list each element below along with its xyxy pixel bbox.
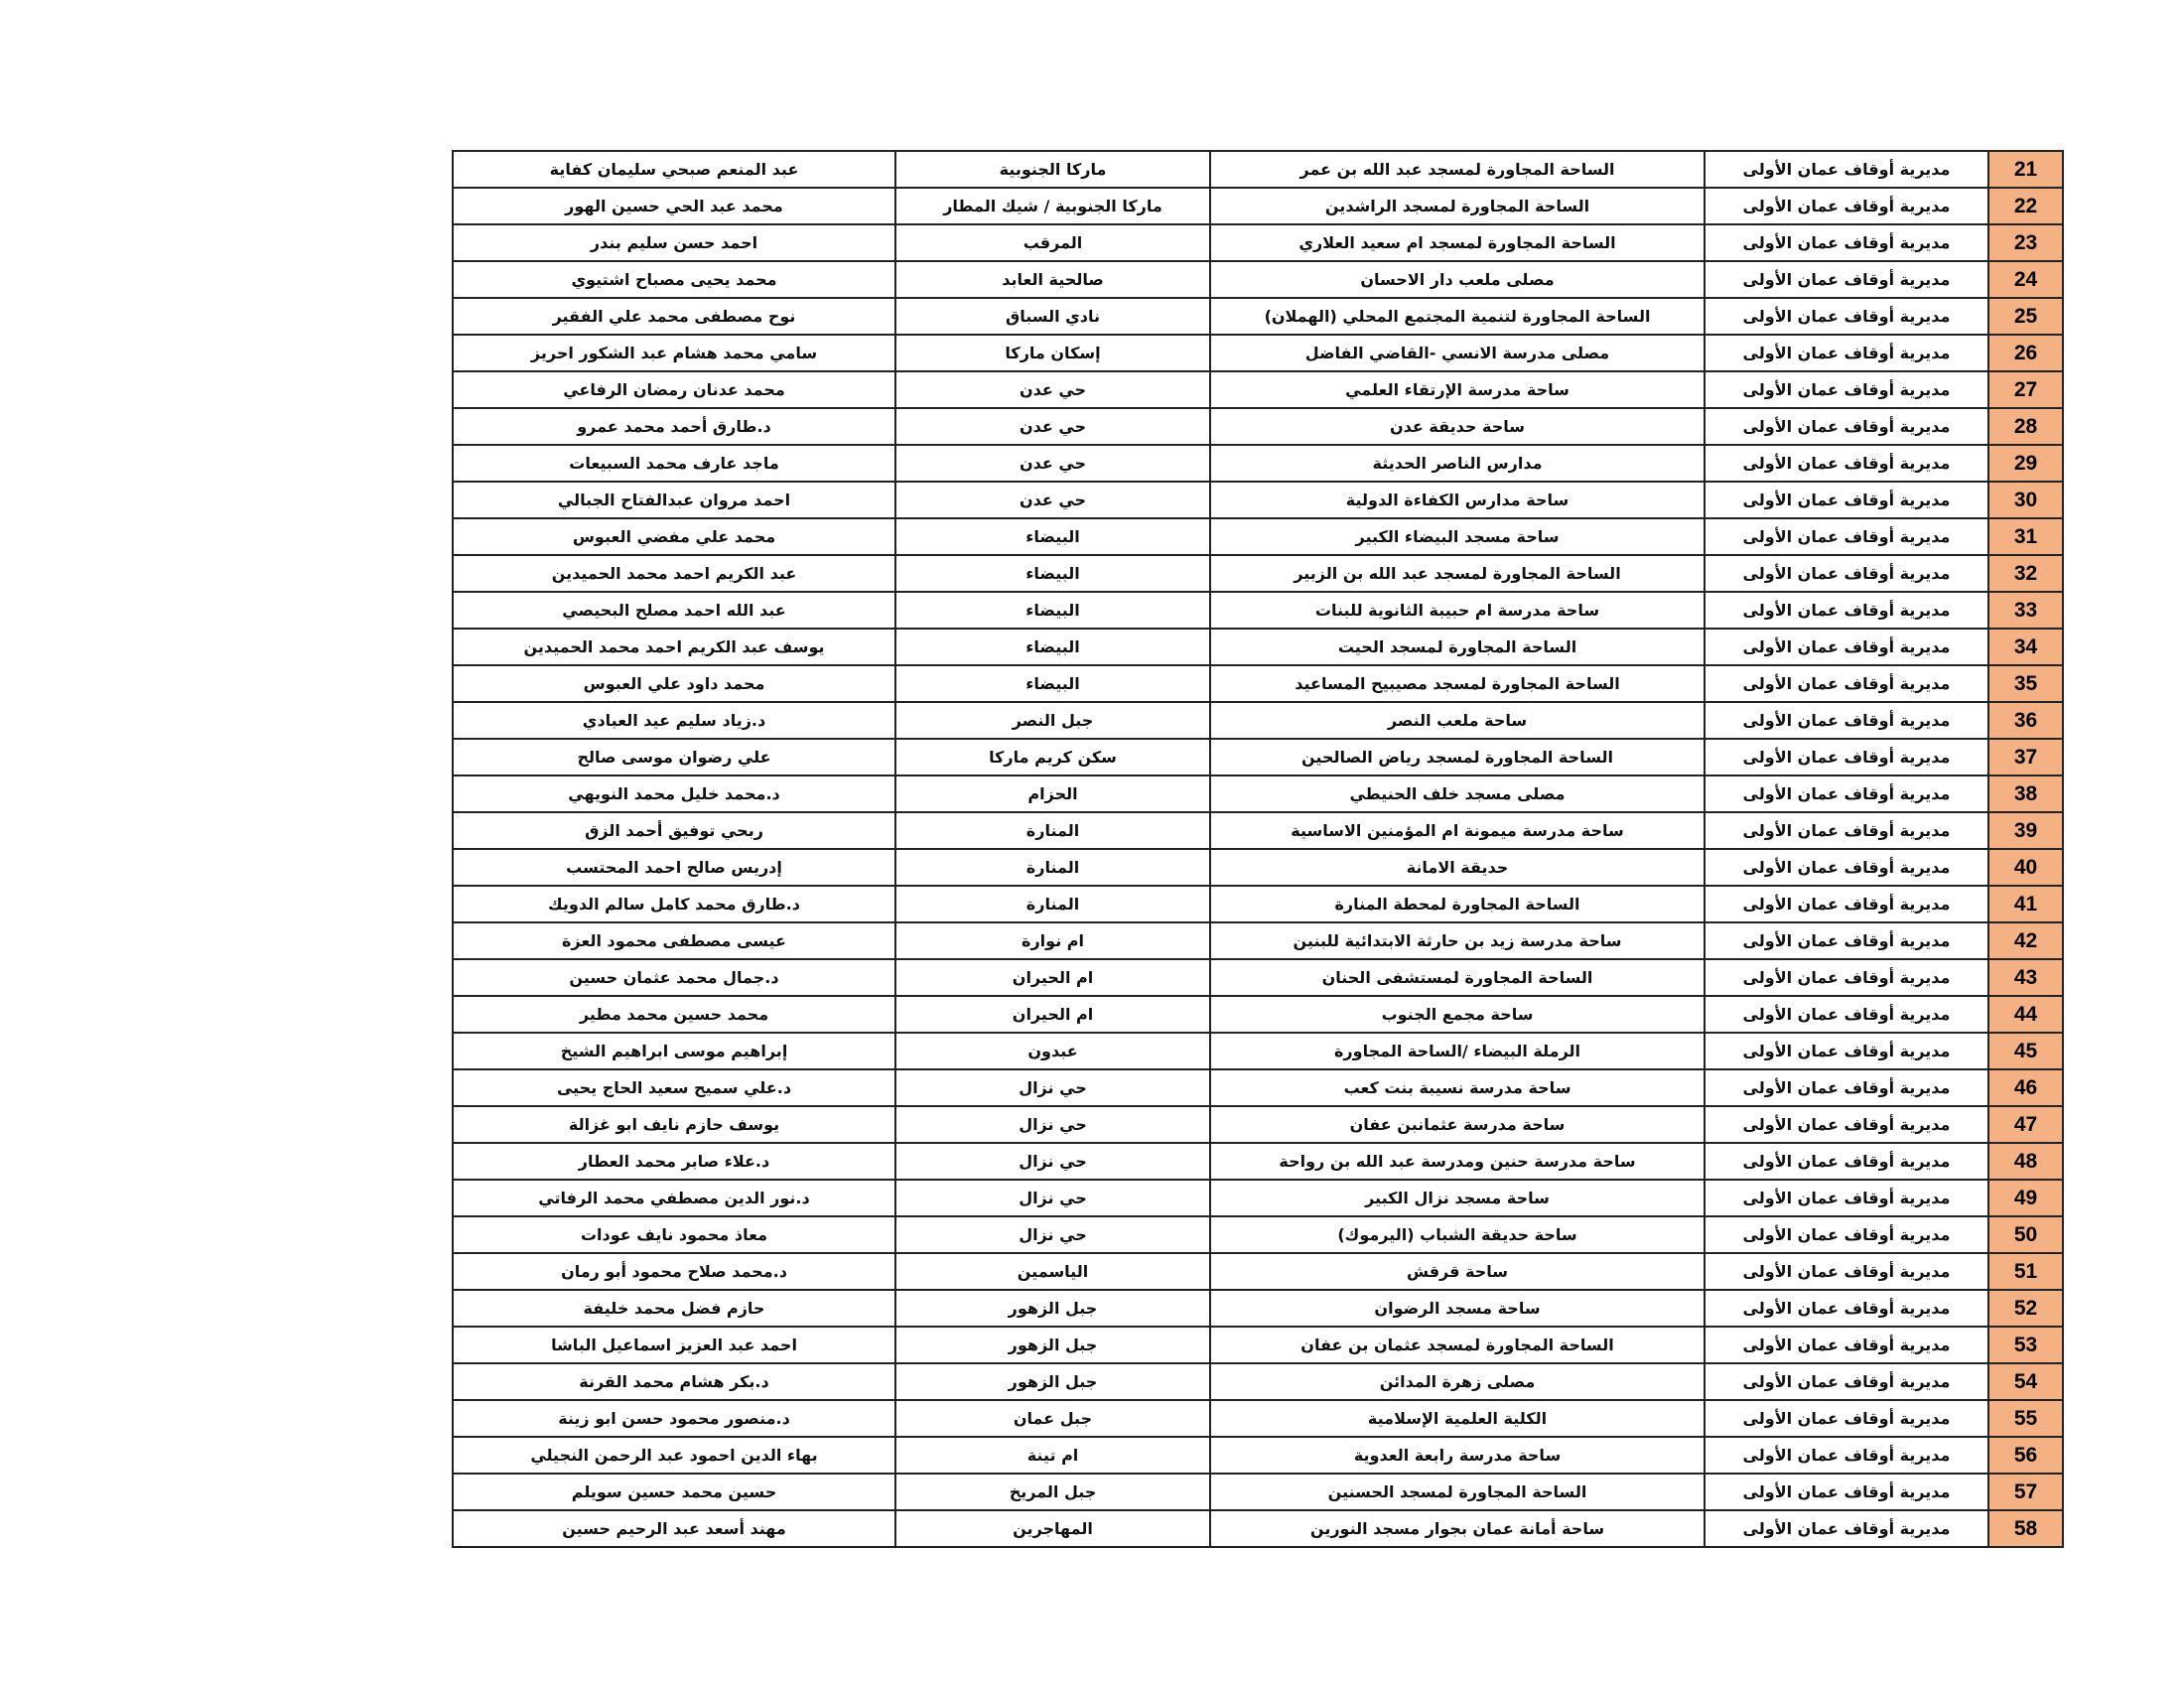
area-cell: المرقب [895,224,1210,261]
directorate-cell: مديرية أوقاف عمان الأولى [1705,335,1988,371]
table-row [453,518,2063,555]
person-name-cell: نوح مصطفى محمد علي الفقير [453,298,895,335]
area-cell: الحزام [895,775,1210,812]
row-number: 42 [1988,922,2063,959]
person-name-cell: د.نور الدين مصطفي محمد الرفاتي [453,1180,895,1216]
location-cell: الساحة المجاورة لمسجد الحسنين [1210,1474,1705,1510]
directorate-cell: مديرية أوقاف عمان الأولى [1705,1106,1988,1143]
directorate-cell: مديرية أوقاف عمان الأولى [1705,224,1988,261]
row-number: 43 [1988,959,2063,996]
row-number: 26 [1988,335,2063,371]
person-name-cell: احمد مروان عبدالفتاح الجبالي [453,482,895,518]
row-number: 40 [1988,849,2063,886]
row-number: 49 [1988,1180,2063,1216]
location-cell: الساحة المجاورة لمسجد الراشدين [1210,188,1705,224]
location-cell: ساحة مدرسة الإرتقاء العلمي [1210,371,1705,408]
table-row [453,408,2063,445]
area-cell: البيضاء [895,592,1210,629]
area-cell: ام الحيران [895,996,1210,1033]
row-number: 23 [1988,224,2063,261]
table-row [453,1143,2063,1180]
directorate-cell: مديرية أوقاف عمان الأولى [1705,812,1988,849]
area-cell: حي نزال [895,1143,1210,1180]
area-cell: المهاجرين [895,1510,1210,1547]
directorate-cell: مديرية أوقاف عمان الأولى [1705,371,1988,408]
person-name-cell: احمد حسن سليم بندر [453,224,895,261]
location-cell: ساحة مدرسة رابعة العدوية [1210,1437,1705,1474]
area-cell: حي نزال [895,1216,1210,1253]
location-cell: ساحة مدرسة عثمانبن عفان [1210,1106,1705,1143]
person-name-cell: عبد الكريم احمد محمد الحميدين [453,555,895,592]
directorate-cell: مديرية أوقاف عمان الأولى [1705,1363,1988,1400]
row-number: 27 [1988,371,2063,408]
table-row [453,1400,2063,1437]
row-number: 24 [1988,261,2063,298]
person-name-cell: إبراهيم موسى ابراهيم الشيخ [453,1033,895,1069]
person-name-cell: محمد عدنان رمضان الرفاعي [453,371,895,408]
directorate-cell: مديرية أوقاف عمان الأولى [1705,1437,1988,1474]
table-row [453,371,2063,408]
person-name-cell: يوسف عبد الكريم احمد محمد الحميدين [453,629,895,665]
table-row [453,886,2063,922]
row-number: 31 [1988,518,2063,555]
person-name-cell: د.زياد سليم عيد العبادي [453,702,895,739]
directorate-cell: مديرية أوقاف عمان الأولى [1705,629,1988,665]
location-cell: ساحة مسجد البيضاء الكبير [1210,518,1705,555]
person-name-cell: عبد المنعم صبحي سليمان كفاية [453,151,895,188]
location-cell: الساحة المجاورة لمسجد مصيبيح المساعيد [1210,665,1705,702]
table-row [453,335,2063,371]
area-cell: حي عدن [895,482,1210,518]
area-cell: المنارة [895,812,1210,849]
person-name-cell: يوسف حازم نايف ابو غزالة [453,1106,895,1143]
directorate-cell: مديرية أوقاف عمان الأولى [1705,188,1988,224]
directorate-cell: مديرية أوقاف عمان الأولى [1705,1510,1988,1547]
directorate-cell: مديرية أوقاف عمان الأولى [1705,1216,1988,1253]
person-name-cell: ربحي توفيق أحمد الزق [453,812,895,849]
location-cell: حديقة الامانة [1210,849,1705,886]
location-cell: مصلى زهرة المدائن [1210,1363,1705,1400]
directorate-cell: مديرية أوقاف عمان الأولى [1705,665,1988,702]
row-number: 38 [1988,775,2063,812]
location-cell: الساحة المجاورة لمسجد عبد الله بن عمر [1210,151,1705,188]
row-number: 54 [1988,1363,2063,1400]
location-cell: مصلى مدرسة الانسي -القاضي الفاضل [1210,335,1705,371]
person-name-cell: محمد داود علي العبوس [453,665,895,702]
table-row [453,1106,2063,1143]
area-cell: البيضاء [895,555,1210,592]
area-cell: جبل الزهور [895,1290,1210,1327]
area-cell: نادي السباق [895,298,1210,335]
directorate-cell: مديرية أوقاف عمان الأولى [1705,298,1988,335]
person-name-cell: مهند أسعد عبد الرحيم حسين [453,1510,895,1547]
row-number: 56 [1988,1437,2063,1474]
area-cell: حي عدن [895,445,1210,482]
row-number: 33 [1988,592,2063,629]
directorate-cell: مديرية أوقاف عمان الأولى [1705,1290,1988,1327]
location-cell: ساحة مسجد الرضوان [1210,1290,1705,1327]
area-cell: حي نزال [895,1180,1210,1216]
person-name-cell: إدريس صالح احمد المحتسب [453,849,895,886]
row-number: 37 [1988,739,2063,775]
area-cell: ماركا الجنوبية / شيك المطار [895,188,1210,224]
directorate-cell: مديرية أوقاف عمان الأولى [1705,151,1988,188]
location-cell: ساحة مدرسة ميمونة ام المؤمنين الاساسية [1210,812,1705,849]
location-cell: ساحة مدرسة ام حبيبة الثانوية للبنات [1210,592,1705,629]
location-cell: الكلية العلمية الإسلامية [1210,1400,1705,1437]
table-row [453,298,2063,335]
row-number: 39 [1988,812,2063,849]
location-cell: الساحة المجاورة لتنمية المجتمع المحلي (الهملان) [1210,298,1705,335]
row-number: 41 [1988,886,2063,922]
location-cell: ساحة مدرسة نسيبة بنت كعب [1210,1069,1705,1106]
location-cell: ساحة حديقة الشباب (اليرموك) [1210,1216,1705,1253]
person-name-cell: بهاء الدين احمود عبد الرحمن النجيلي [453,1437,895,1474]
row-number: 34 [1988,629,2063,665]
table-row [453,996,2063,1033]
location-cell: ساحة قرقش [1210,1253,1705,1290]
person-name-cell: ماجد عارف محمد السبيعات [453,445,895,482]
directorate-cell: مديرية أوقاف عمان الأولى [1705,1474,1988,1510]
person-name-cell: د.جمال محمد عثمان حسين [453,959,895,996]
location-cell: الساحة المجاورة لمسجد ام سعيد العلاري [1210,224,1705,261]
location-cell: مصلى ملعب دار الاحسان [1210,261,1705,298]
table-row [453,849,2063,886]
area-cell: ام تينة [895,1437,1210,1474]
directorate-cell: مديرية أوقاف عمان الأولى [1705,1180,1988,1216]
person-name-cell: حازم فضل محمد خليفة [453,1290,895,1327]
table-row [453,1069,2063,1106]
area-cell: حي نزال [895,1106,1210,1143]
directorate-cell: مديرية أوقاف عمان الأولى [1705,775,1988,812]
table-row [453,739,2063,775]
table-row [453,1363,2063,1400]
directorate-cell: مديرية أوقاف عمان الأولى [1705,1400,1988,1437]
area-cell: البيضاء [895,518,1210,555]
person-name-cell: علي رضوان موسى صالح [453,739,895,775]
row-number: 52 [1988,1290,2063,1327]
location-cell: الساحة المجاورة لمسجد عثمان بن عفان [1210,1327,1705,1363]
table-row [453,702,2063,739]
directorate-cell: مديرية أوقاف عمان الأولى [1705,555,1988,592]
directorate-cell: مديرية أوقاف عمان الأولى [1705,849,1988,886]
location-cell: ساحة ملعب النصر [1210,702,1705,739]
location-cell: ساحة مسجد نزال الكبير [1210,1180,1705,1216]
row-number: 51 [1988,1253,2063,1290]
row-number: 21 [1988,151,2063,188]
row-number: 53 [1988,1327,2063,1363]
directorate-cell: مديرية أوقاف عمان الأولى [1705,1069,1988,1106]
table-row [453,1253,2063,1290]
area-cell: حي عدن [895,371,1210,408]
person-name-cell: د.طارق أحمد محمد عمرو [453,408,895,445]
person-name-cell: د.بكر هشام محمد القرنة [453,1363,895,1400]
area-cell: جبل الزهور [895,1327,1210,1363]
location-cell: ساحة مدارس الكفاءة الدولية [1210,482,1705,518]
table-row [453,151,2063,188]
location-cell: ساحة مجمع الجنوب [1210,996,1705,1033]
person-name-cell: محمد يحيى مصباح اشتيوي [453,261,895,298]
area-cell: جبل المريخ [895,1474,1210,1510]
area-cell: سكن كريم ماركا [895,739,1210,775]
area-cell: جبل الزهور [895,1363,1210,1400]
table-row [453,1474,2063,1510]
location-cell: ساحة مدرسة زيد بن حارثة الابتدائية للبنين [1210,922,1705,959]
person-name-cell: د.علاء صابر محمد العطار [453,1143,895,1180]
person-name-cell: د.محمد خليل محمد النويهي [453,775,895,812]
person-name-cell: محمد عبد الحي حسين الهور [453,188,895,224]
row-number: 32 [1988,555,2063,592]
table-row [453,555,2063,592]
table-row [453,592,2063,629]
area-cell: جبل عمان [895,1400,1210,1437]
area-cell: صالحية العابد [895,261,1210,298]
location-cell: مدارس الناصر الحديثة [1210,445,1705,482]
directorate-cell: مديرية أوقاف عمان الأولى [1705,445,1988,482]
table-row [453,959,2063,996]
row-number: 22 [1988,188,2063,224]
table-row [453,445,2063,482]
area-cell: ام الحيران [895,959,1210,996]
directorate-cell: مديرية أوقاف عمان الأولى [1705,702,1988,739]
directorate-cell: مديرية أوقاف عمان الأولى [1705,996,1988,1033]
table-row [453,922,2063,959]
directorate-cell: مديرية أوقاف عمان الأولى [1705,261,1988,298]
area-cell: البيضاء [895,665,1210,702]
row-number: 57 [1988,1474,2063,1510]
row-number: 45 [1988,1033,2063,1069]
table-row [453,665,2063,702]
directorate-cell: مديرية أوقاف عمان الأولى [1705,1253,1988,1290]
area-cell: المنارة [895,886,1210,922]
location-cell: الساحة المجاورة لمسجد رياض الصالحين [1210,739,1705,775]
location-cell: ساحة مدرسة حنين ومدرسة عبد الله بن رواحة [1210,1143,1705,1180]
person-name-cell: محمد علي مفضي العبوس [453,518,895,555]
area-cell: إسكان ماركا [895,335,1210,371]
row-number: 36 [1988,702,2063,739]
table-row [453,224,2063,261]
location-cell: ساحة حديقة عدن [1210,408,1705,445]
row-number: 29 [1988,445,2063,482]
table-row [453,1180,2063,1216]
person-name-cell: سامي محمد هشام عبد الشكور احريز [453,335,895,371]
row-number: 58 [1988,1510,2063,1547]
row-number: 30 [1988,482,2063,518]
row-number: 48 [1988,1143,2063,1180]
area-cell: المنارة [895,849,1210,886]
table-row [453,629,2063,665]
location-cell: الرملة البيضاء /الساحة المجاورة [1210,1033,1705,1069]
table-row [453,1033,2063,1069]
table-row [453,1437,2063,1474]
location-cell: الساحة المجاورة لمسجد عبد الله بن الزبير [1210,555,1705,592]
area-cell: حي عدن [895,408,1210,445]
table-row [453,1290,2063,1327]
table-row [453,261,2063,298]
row-number: 46 [1988,1069,2063,1106]
directorate-cell: مديرية أوقاف عمان الأولى [1705,886,1988,922]
table-row [453,775,2063,812]
table-row [453,1510,2063,1547]
row-number: 55 [1988,1400,2063,1437]
area-cell: ماركا الجنوبية [895,151,1210,188]
directorate-cell: مديرية أوقاف عمان الأولى [1705,518,1988,555]
area-cell: عبدون [895,1033,1210,1069]
row-number: 44 [1988,996,2063,1033]
location-cell: ساحة أمانة عمان بجوار مسجد النورين [1210,1510,1705,1547]
person-name-cell: احمد عبد العزيز اسماعيل الباشا [453,1327,895,1363]
directorate-cell: مديرية أوقاف عمان الأولى [1705,1327,1988,1363]
person-name-cell: عيسى مصطفى محمود العزة [453,922,895,959]
row-number: 28 [1988,408,2063,445]
person-name-cell: د.طارق محمد كامل سالم الدويك [453,886,895,922]
table-row [453,1327,2063,1363]
directorate-cell: مديرية أوقاف عمان الأولى [1705,959,1988,996]
row-number: 50 [1988,1216,2063,1253]
directorate-cell: مديرية أوقاف عمان الأولى [1705,408,1988,445]
location-cell: الساحة المجاورة لمسجد الحيت [1210,629,1705,665]
table-row [453,188,2063,224]
row-number: 35 [1988,665,2063,702]
row-number: 47 [1988,1106,2063,1143]
directorate-cell: مديرية أوقاف عمان الأولى [1705,592,1988,629]
location-cell: الساحة المجاورة لمستشفى الحنان [1210,959,1705,996]
area-cell: ام نوارة [895,922,1210,959]
directorate-cell: مديرية أوقاف عمان الأولى [1705,1143,1988,1180]
area-cell: جبل النصر [895,702,1210,739]
location-cell: مصلى مسجد خلف الحنيطي [1210,775,1705,812]
person-name-cell: د.محمد صلاح محمود أبو رمان [453,1253,895,1290]
person-name-cell: محمد حسين محمد مطير [453,996,895,1033]
directorate-cell: مديرية أوقاف عمان الأولى [1705,739,1988,775]
person-name-cell: د.منصور محمود حسن ابو زينة [453,1400,895,1437]
person-name-cell: عبد الله احمد مصلح البحيصي [453,592,895,629]
directorate-cell: مديرية أوقاف عمان الأولى [1705,482,1988,518]
person-name-cell: د.علي سميح سعيد الحاج يحيى [453,1069,895,1106]
mosques-table [452,150,2064,1548]
person-name-cell: معاذ محمود نايف عودات [453,1216,895,1253]
area-cell: الياسمين [895,1253,1210,1290]
row-number: 25 [1988,298,2063,335]
table-row [453,482,2063,518]
person-name-cell: حسين محمد حسين سويلم [453,1474,895,1510]
table-body [453,151,2063,1547]
location-cell: الساحة المجاورة لمحطة المنارة [1210,886,1705,922]
directorate-cell: مديرية أوقاف عمان الأولى [1705,1033,1988,1069]
area-cell: البيضاء [895,629,1210,665]
table-row [453,812,2063,849]
directorate-cell: مديرية أوقاف عمان الأولى [1705,922,1988,959]
table-row [453,1216,2063,1253]
area-cell: حي نزال [895,1069,1210,1106]
